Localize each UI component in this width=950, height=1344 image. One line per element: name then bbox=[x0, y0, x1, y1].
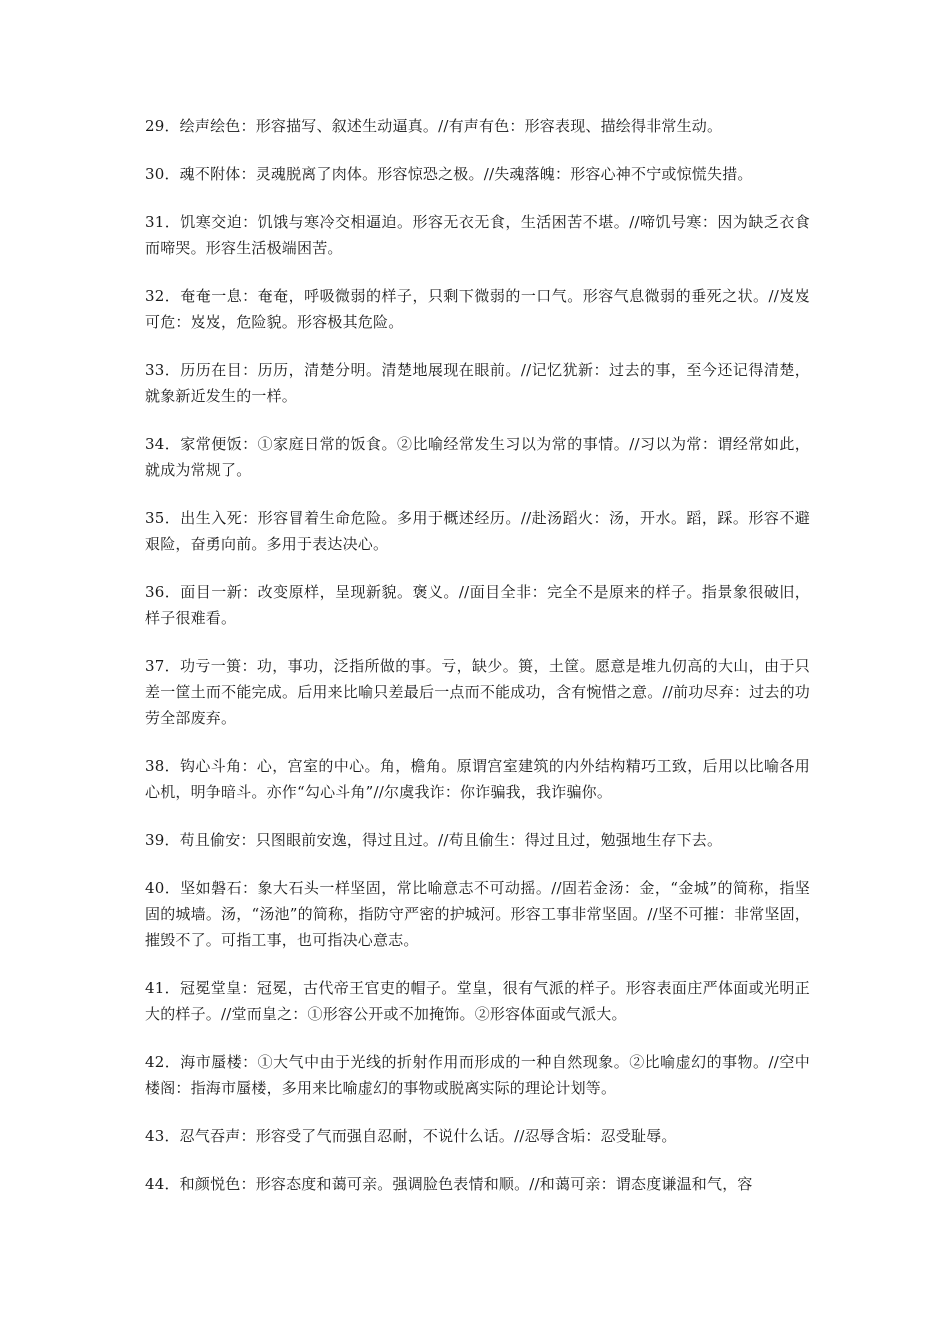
idiom-entry-38: 38．钩心斗角：心，宫室的中心。角，檐角。原谓宫室建筑的内外结构精巧工致，后用以比喻各用心机，明争暗斗。亦作“勾心斗角”//尔虞我诈：你诈骗我，我诈骗你。 bbox=[145, 757, 810, 801]
idiom-entry-33: 33．历历在目：历历，清楚分明。清楚地展现在眼前。//记忆犹新：过去的事，至今还记得清楚，就象新近发生的一样。 bbox=[145, 361, 810, 405]
idiom-entry-29: 29．绘声绘色：形容描写、叙述生动逼真。//有声有色：形容表现、描绘得非常生动。 bbox=[145, 117, 723, 135]
idiom-entry-30: 30．魂不附体：灵魂脱离了肉体。形容惊恐之极。//失魂落魄：形容心神不宁或惊慌失措。 bbox=[145, 165, 753, 183]
idiom-entry-35: 35．出生入死：形容冒着生命危险。多用于概述经历。//赴汤蹈火：汤，开水。蹈，踩。形容不避艰险，奋勇向前。多用于表达决心。 bbox=[145, 509, 810, 553]
idiom-list bbox=[145, 113, 810, 1219]
idiom-entry-41: 41．冠冕堂皇：冠冕，古代帝王官吏的帽子。堂皇，很有气派的样子。形容表面庄严体面或光明正大的样子。//堂而皇之：①形容公开或不加掩饰。②形容体面或气派大。 bbox=[145, 979, 810, 1023]
idiom-entry-43: 43．忍气吞声：形容受了气而强自忍耐，不说什么话。//忍辱含垢：忍受耻辱。 bbox=[145, 1127, 677, 1145]
idiom-entry-36: 36．面目一新：改变原样，呈现新貌。褒义。//面目全非：完全不是原来的样子。指景象很破旧，样子很难看。 bbox=[145, 583, 810, 627]
idiom-entry-34: 34．家常便饭：①家庭日常的饭食。②比喻经常发生习以为常的事情。//习以为常：谓经常如此，就成为常规了。 bbox=[145, 435, 810, 479]
idiom-entry-39: 39．苟且偷安：只图眼前安逸，得过且过。//苟且偷生：得过且过，勉强地生存下去。 bbox=[145, 831, 723, 849]
idiom-entry-31: 31．饥寒交迫：饥饿与寒冷交相逼迫。形容无衣无食，生活困苦不堪。//啼饥号寒：因为缺乏衣食而啼哭。形容生活极端困苦。 bbox=[145, 213, 810, 257]
idiom-entry-40: 40．坚如磐石：象大石头一样坚固，常比喻意志不可动摇。//固若金汤：金，“金城”的简称，指坚固的城墙。汤，“汤池”的简称，指防守严密的护城河。形容工事非常坚固。//坚不可摧：非常坚固，摧毁不了。可指工事，也可指决心意志。 bbox=[145, 879, 810, 949]
idiom-entry-44: 44．和颜悦色：形容态度和蔼可亲。强调脸色表情和顺。//和蔼可亲：谓态度谦温和气，容 bbox=[145, 1175, 753, 1193]
idiom-entry-32: 32．奄奄一息：奄奄，呼吸微弱的样子，只剩下微弱的一口气。形容气息微弱的垂死之状。//岌岌可危：岌岌，危险貌。形容极其危险。 bbox=[145, 287, 810, 331]
idiom-entry-37: 37．功亏一篑：功，事功，泛指所做的事。亏，缺少。篑，土筐。愿意是堆九仞高的大山，由于只差一筐土而不能完成。后用来比喻只差最后一点而不能成功，含有惋惜之意。//前功尽弃：过去的功劳全部废弃。 bbox=[145, 657, 810, 727]
idiom-entry-42: 42．海市蜃楼：①大气中由于光线的折射作用而形成的一种自然现象。②比喻虚幻的事物。//空中楼阁：指海市蜃楼，多用来比喻虚幻的事物或脱离实际的理论计划等。 bbox=[145, 1053, 810, 1097]
